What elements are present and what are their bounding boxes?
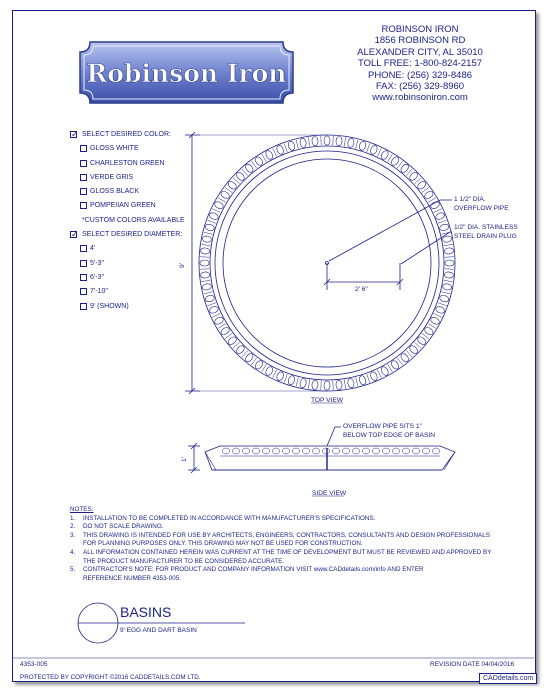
egg-ornament (358, 375, 366, 386)
color-option[interactable]: GLOSS WHITE (70, 142, 185, 156)
egg-ornament (444, 248, 454, 255)
dart-ornament (273, 148, 277, 156)
dart-ornament (273, 370, 277, 378)
dart-ornament (201, 280, 210, 281)
company-line: ALEXANDER CITY, AL 35010 (357, 46, 483, 58)
color-option[interactable]: CHARLESTON GREEN (70, 157, 185, 171)
egg-ornament (380, 366, 390, 377)
egg-ornament (299, 138, 307, 148)
side-egg-ornament (362, 448, 369, 454)
side-egg-ornament (432, 448, 439, 454)
note-item: 4. ALL INFORMATION CONTAINED HEREIN WAS CURRENT AT THE TIME OF DEVELOPMENT BUT MUST BE REVIEWED AND APPROVED BY THE PRODUCT MANUFACTURER TO BE CONSIDERED ACCURATE. (70, 548, 492, 565)
dart-ornament (438, 220, 446, 223)
egg-ornament (202, 235, 212, 243)
drain-callout-line2: STEEL DRAIN PLUG (454, 233, 517, 240)
egg-ornament (312, 136, 319, 146)
color-option[interactable]: POMPEIIAN GREEN (70, 199, 185, 213)
company-line: PHONE: (256) 329-8486 (367, 69, 473, 81)
side-height-dimension (188, 443, 200, 473)
dart-ornament (356, 377, 358, 386)
side-egg-ornament (302, 448, 309, 454)
revision-date: REVISION DATE 04/04/2016 (430, 661, 515, 668)
custom-colors-note: *CUSTOM COLORS AVAILABLE (82, 216, 185, 224)
egg-ornament (208, 212, 219, 221)
dart-ornament (444, 244, 453, 245)
diameter-heading: ✓ SELECT DESIRED DIAMETER: (70, 228, 185, 242)
egg-ornament (299, 378, 307, 388)
side-egg-ornament (352, 448, 359, 454)
egg-ornament (287, 140, 295, 151)
diameter-option[interactable]: 4' (70, 242, 185, 256)
dart-ornament (367, 374, 370, 382)
side-egg-ornament (292, 448, 299, 454)
diameter-option[interactable]: 9' (SHOWN) (70, 300, 185, 314)
dart-ornament (367, 143, 370, 151)
reference-number: 4353-005 (20, 661, 48, 668)
egg-ornament (380, 149, 390, 160)
side-egg-ornament (222, 448, 229, 454)
egg-ornament (435, 305, 446, 314)
dart-ornament (434, 313, 442, 317)
top-view-label: TOP VIEW (311, 397, 343, 404)
dart-ornament (201, 244, 210, 245)
company-line: TOLL FREE: 1-800-824-2157 (357, 58, 483, 70)
side-egg-ornament (332, 448, 339, 454)
note-item: 5. CONTRACTOR'S NOTE: FOR PRODUCT AND COMPANY INFORMATION VISIT www.CADdetails.com/info AND ENTER REFERENCE NUMBER 4353-005. (70, 566, 424, 582)
egg-ornament (445, 260, 454, 266)
egg-ornament (204, 223, 215, 231)
side-egg-ornament (392, 448, 399, 454)
egg-ornament (287, 375, 295, 386)
side-egg-and-dart (222, 448, 439, 454)
side-height-label: 1' (181, 457, 188, 462)
overflow-callout-line1: 1 1/2" DIA. (454, 196, 486, 203)
egg-ornament (442, 283, 452, 291)
side-egg-ornament (232, 448, 239, 454)
dart-ornament (284, 374, 287, 382)
egg-ornament (276, 144, 285, 155)
dart-ornament (377, 148, 381, 156)
dart-ornament (212, 313, 220, 317)
side-egg-ornament (272, 448, 279, 454)
note-item: 1. INSTALLATION TO BE COMPLETED IN ACCORDANCE WITH MANUFACTURER'S SPECIFICATIONS. (70, 514, 376, 522)
dart-ornament (296, 377, 298, 386)
dart-ornament (284, 143, 287, 151)
title-block-subtitle: 9' EGG AND DART BASIN (120, 627, 197, 634)
egg-ornament (200, 248, 210, 255)
egg-ornament (324, 136, 330, 145)
dart-ornament (441, 292, 450, 294)
company-website[interactable]: www.robinsoniron.com (372, 92, 468, 104)
egg-ornament (312, 380, 319, 390)
dart-ornament (356, 140, 358, 149)
diameter-option[interactable]: 5'-3" (70, 257, 185, 271)
egg-ornament (439, 294, 450, 302)
side-egg-ornament (412, 448, 419, 454)
overall-diameter-label: 9' (179, 263, 186, 268)
dart-ornament (308, 380, 309, 389)
egg-ornament (369, 371, 378, 382)
dart-ornament (308, 137, 309, 146)
dart-ornament (207, 220, 215, 223)
logo-text: Robinson Iron (86, 59, 287, 88)
side-egg-ornament (312, 448, 319, 454)
side-egg-ornament (282, 448, 289, 454)
side-note-leader (327, 427, 341, 446)
side-egg-ornament (322, 448, 329, 454)
egg-ornament (264, 149, 274, 160)
dart-ornament (296, 140, 298, 149)
color-option[interactable]: GLOSS BLACK (70, 185, 185, 199)
egg-ornament (324, 381, 330, 390)
company-line: FAX: (256) 329-8960 (375, 81, 465, 93)
side-note-line1: OVERFLOW PIPE SITS 1" (343, 423, 422, 430)
dart-ornament (212, 209, 220, 213)
notes-heading: NOTES: (70, 506, 94, 513)
dart-ornament (434, 209, 442, 213)
side-egg-ornament (342, 448, 349, 454)
egg-ornament (264, 366, 274, 377)
drain-callout-line1: 1/2" DIA. STAINLESS (454, 224, 518, 231)
egg-ornament (336, 136, 343, 146)
note-item: 3. THIS DRAWING IS INTENDED FOR USE BY ARCHITECTS, ENGINEERS, CONTRACTORS, CONSULTANTS AND DESIGN PROFESSIONALS FOR PLANNING PURPOSES ONLY. THIS DRAWING MAY NOT BE USED FOR CONSTRUCTION. (70, 531, 490, 548)
egg-ornament (439, 223, 450, 231)
dart-ornament (344, 380, 345, 389)
egg-ornament (347, 138, 355, 148)
egg-ornament (336, 380, 343, 390)
egg-ornament (276, 371, 285, 382)
side-view-label: SIDE VIEW (312, 490, 347, 497)
copyright-notice: PROTECTED BY COPYRIGHT ©2016 CADDETAILS.COM LTD. (20, 674, 201, 681)
color-option[interactable]: VERDE GRIS (70, 171, 185, 185)
side-egg-ornament (372, 448, 379, 454)
diameter-option[interactable]: 6'-3" (70, 271, 185, 285)
egg-ornament (213, 200, 224, 210)
egg-ornament (213, 316, 224, 326)
egg-ornament (200, 272, 210, 279)
company-line: 1856 ROBINSON RD (374, 35, 466, 47)
side-egg-ornament (242, 448, 249, 454)
egg-ornament (204, 294, 215, 302)
overflow-callout-line2: OVERFLOW PIPE (454, 205, 509, 212)
dart-ornament (344, 137, 345, 146)
side-egg-ornament (382, 448, 389, 454)
dart-ornament (444, 280, 453, 281)
egg-ornament (208, 305, 219, 314)
egg-ornament (202, 283, 212, 291)
side-egg-ornament (262, 448, 269, 454)
egg-ornament (347, 378, 355, 388)
color-heading: ✓ SELECT DESIRED COLOR: (70, 128, 185, 142)
dart-ornament (377, 370, 381, 378)
dart-ornament (438, 303, 446, 306)
notes-block (70, 506, 491, 583)
center-dimension-label: 2' 6" (355, 286, 368, 293)
side-egg-ornament (252, 448, 259, 454)
note-item: 2. DO NOT SCALE DRAWING. (70, 523, 164, 531)
egg-ornament (435, 212, 446, 221)
side-egg-ornament (422, 448, 429, 454)
side-egg-ornament (402, 448, 409, 454)
diameter-option[interactable]: 7'-10" (70, 285, 185, 299)
dart-ornament (207, 303, 215, 306)
dart-ornament (204, 292, 213, 294)
company-line: ROBINSON IRON (381, 24, 459, 35)
egg-ornament (200, 260, 209, 266)
side-view (205, 446, 455, 470)
caddetails-brand[interactable]: CADdetails.com (479, 673, 537, 684)
title-block-title: BASINS (120, 604, 172, 620)
egg-ornament (444, 272, 454, 279)
egg-ornament (430, 316, 441, 326)
egg-ornament (369, 144, 378, 155)
overall-diameter-dimension (185, 132, 327, 394)
egg-ornament (358, 140, 366, 151)
dart-ornament (204, 232, 213, 234)
side-note-line2: BELOW TOP EDGE OF BASIN (343, 432, 435, 439)
